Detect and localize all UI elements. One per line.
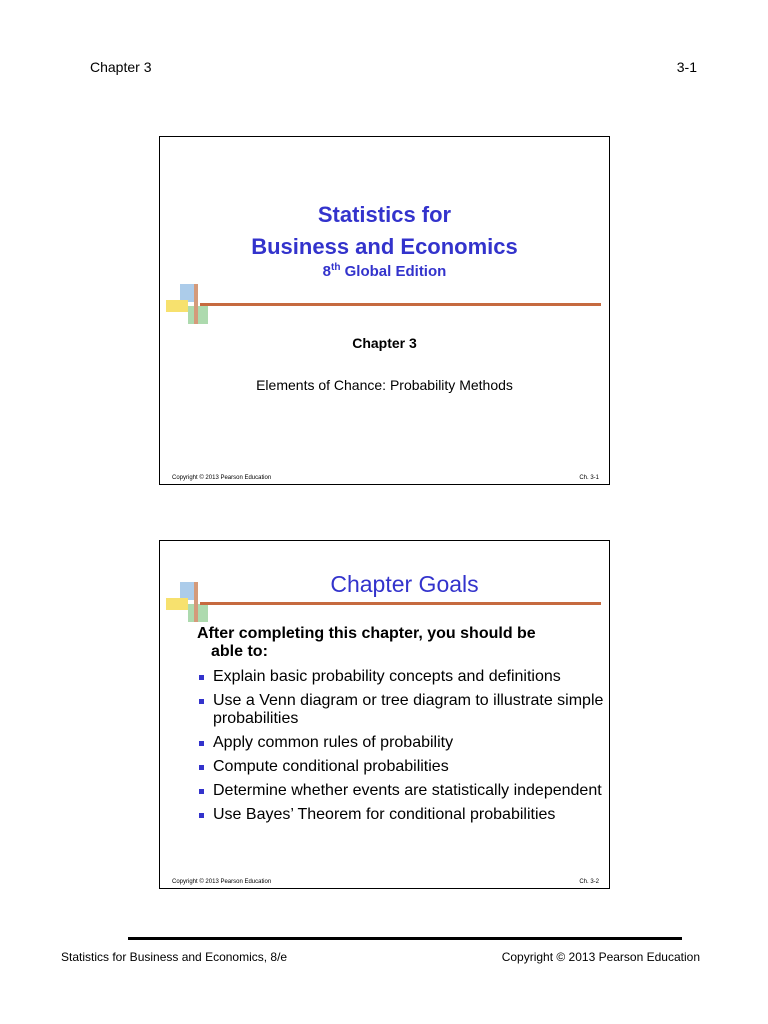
bullet-icon [199,789,204,794]
list-item [197,782,607,800]
edition-superscript: th [331,262,341,273]
bullet-icon [199,699,204,704]
slide-divider [200,602,601,605]
goal-text: Determine whether events are statistically independent [213,782,602,799]
slide-divider [200,303,601,306]
slide-goals [159,540,610,889]
page-header-number: 3-1 [676,59,697,75]
goal-text: Use Bayes’ Theorem for conditional probabilities [213,806,556,823]
bullet-icon [199,675,204,680]
bullet-icon [199,741,204,746]
slide-copyright: Copyright © 2013 Pearson Education [172,879,272,885]
slide-number: Ch. 3-2 [579,879,599,885]
goal-text: Apply common rules of probability [213,734,454,751]
title-line-1: Statistics for [317,202,452,227]
list-item [197,758,607,776]
goals-list [197,668,607,830]
goal-text: Explain basic probability concepts and definitions [213,668,561,685]
goal-text: Use a Venn diagram or tree diagram to illustrate simple probabilities [213,692,604,727]
edition-text: Global Edition [344,263,447,280]
bullet-icon [199,813,204,818]
goals-intro [197,625,577,661]
goal-text: Compute conditional probabilities [213,758,449,775]
list-item [197,692,607,728]
footer-divider [128,937,682,940]
goals-intro-line-2: able to: [211,643,268,660]
slide-number: Ch. 3-1 [579,475,599,481]
bullet-icon [199,765,204,770]
list-item [197,734,607,752]
edition-label [160,262,609,280]
list-item [197,806,607,824]
slide-chapter-label: Chapter 3 [352,335,417,351]
title-line-2: Business and Economics [251,234,518,259]
goals-intro-line-1: After completing this chapter, you should be [197,625,536,642]
footer-book-title: Statistics for Business and Economics, 8/e [61,950,288,964]
slide-copyright: Copyright © 2013 Pearson Education [172,475,272,481]
page-header-chapter: Chapter 3 [90,59,152,75]
edition-number: 8 [322,263,332,280]
list-item [197,668,607,686]
slide-goals-heading: Chapter Goals [330,571,479,597]
slide-title-heading [160,199,609,263]
slide-subtitle: Elements of Chance: Probability Methods [256,377,513,393]
footer-copyright: Copyright © 2013 Pearson Education [501,950,700,964]
slide-title [159,136,610,485]
